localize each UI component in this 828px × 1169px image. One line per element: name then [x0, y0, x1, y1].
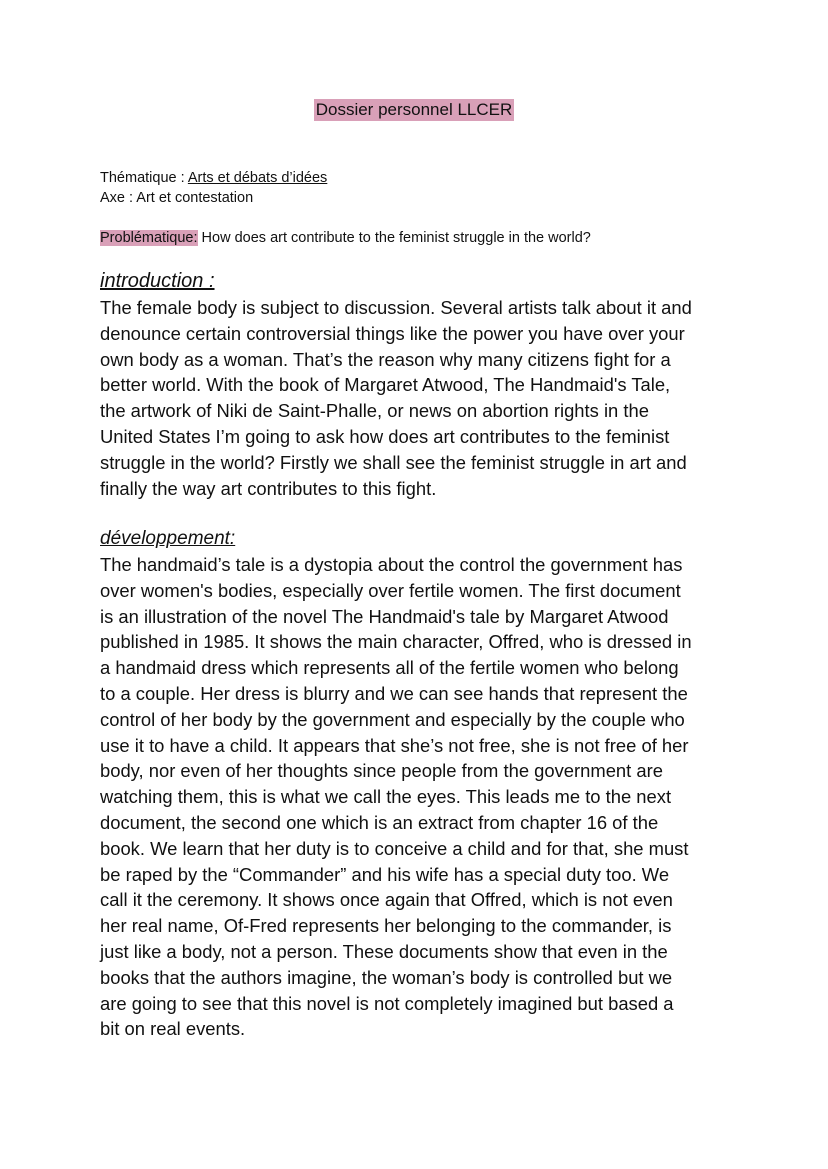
thematique-line	[100, 168, 327, 188]
axe-line: Axe : Art et contestation	[100, 190, 254, 206]
problematique-text: How does art contribute to the feminist struggle in the world?	[197, 230, 591, 246]
problematique-line	[100, 228, 591, 248]
paragraph-line: United States I’m going to ask how does art contributes to the feminist	[100, 425, 670, 447]
thematique-value: Arts et débats d’idées	[187, 170, 328, 186]
paragraph-line: finally the way art contributes to this fight.	[100, 477, 437, 499]
paragraph-line: is an illustration of the novel The Handmaid's tale by Margaret Atwood	[100, 605, 669, 627]
paragraph-line: to a couple. Her dress is blurry and we can see hands that represent the	[100, 682, 688, 704]
developpement-paragraph	[100, 552, 740, 1042]
paragraph-line: be raped by the “Commander” and his wife has a special duty too. We	[100, 863, 670, 885]
paragraph-line: book. We learn that her duty is to conceive a child and for that, she must	[100, 837, 689, 859]
paragraph-line: denounce certain controversial things like the power you have over your	[100, 322, 685, 344]
developpement-heading: développement:	[100, 528, 236, 549]
paragraph-line: published in 1985. It shows the main character, Offred, who is dressed in	[100, 631, 692, 653]
document-title: Dossier personnel LLCER	[315, 100, 513, 119]
title-row	[0, 99, 828, 121]
paragraph-line: control of her body by the government and especially by the couple who	[100, 708, 685, 730]
paragraph-line: the artwork of Niki de Saint-Phalle, or news on abortion rights in the	[100, 400, 649, 422]
paragraph-line: her real name, Of-Fred represents her belonging to the commander, is	[100, 915, 672, 937]
paragraph-line: a handmaid dress which represents all of the fertile women who belong	[100, 657, 679, 679]
paragraph-line: are going to see that this novel is not completely imagined but based a	[100, 992, 674, 1014]
paragraph-line: watching them, this is what we call the eyes. This leads me to the next	[100, 786, 672, 808]
thematique-label: Thématique :	[100, 170, 188, 186]
paragraph-line: The handmaid’s tale is a dystopia about the control the government has	[100, 554, 683, 575]
paragraph-line: The female body is subject to discussion. Several artists talk about it and	[100, 297, 692, 318]
paragraph-line: call it the ceremony. It shows once again that Offred, which is not even	[100, 889, 673, 911]
paragraph-line: just like a body, not a person. These documents show that even in the	[100, 940, 668, 962]
paragraph-line: document, the second one which is an extract from chapter 16 of the	[100, 811, 659, 833]
paragraph-line: bit on real events.	[100, 1018, 246, 1040]
paragraph-line: use it to have a child. It appears that she’s not free, she is not free of her	[100, 734, 689, 756]
introduction-paragraph	[100, 295, 740, 501]
paragraph-line: body, nor even of her thoughts since people from the government are	[100, 760, 663, 782]
problematique-label: Problématique:	[100, 230, 198, 246]
paragraph-line: better world. With the book of Margaret Atwood, The Handmaid's Tale,	[100, 374, 671, 396]
meta-block	[100, 168, 327, 208]
paragraph-line: struggle in the world? Firstly we shall see the feminist struggle in art and	[100, 451, 687, 473]
paragraph-line: over women's bodies, especially over fertile women. The first document	[100, 579, 681, 601]
introduction-heading: introduction :	[100, 270, 215, 292]
paragraph-line: own body as a woman. That’s the reason why many citizens fight for a	[100, 348, 671, 370]
paragraph-line: books that the authors imagine, the woman’s body is controlled but we	[100, 966, 673, 988]
